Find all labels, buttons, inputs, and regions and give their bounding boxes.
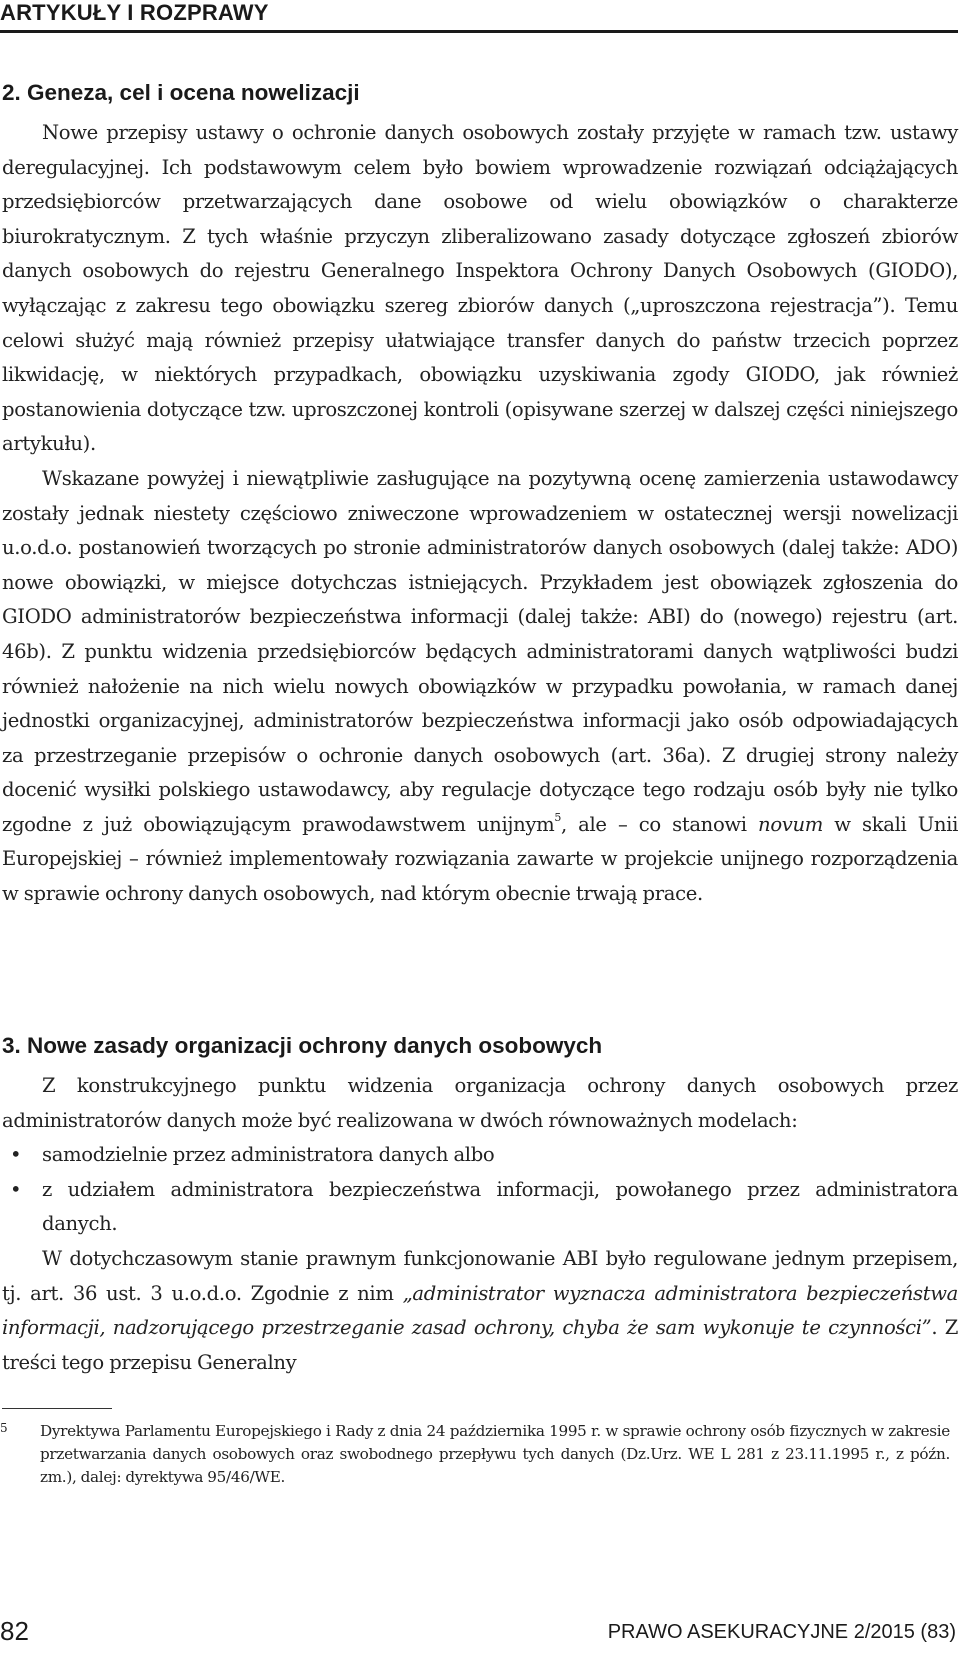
footnote-reference: 5 (554, 811, 561, 825)
paragraph-text: Wskazane powyżej i niewątpliwie zasługujące na pozytywną ocenę zamierzenia ustawodawcy zostały jednak niestety częściowo zniweczone wprowadzeniem w ostatecznej wersji nowelizacji u.o.d.o. postanowień tworzących po stronie administratorów danych osobowych (dalej także: ADO) nowe obowiązki, w miejsce dotychczas istniejących. Przykładem jest obowiązek zgłoszenia do GIODO administratorów bezpieczeństwa informacji (dalej także: ABI) do (nowego) rejestru (art. 46b). Z punktu widzenia przedsiębiorców będących administratorami danych wątpliwości budzi również nałożenie na nich wielu nowych obowiązków w przypadku powołania, w ramach danej jednostki organizacyjnej, administratorów bezpieczeństwa informacji jako osób odpowiadających za przestrzeganie przepisów o ochronie danych osobowych (art. 36a). Z drugiej strony należy docenić wysiłki polskiego ustawodawcy, aby regulacje dotyczące tego rodzaju osób były nie tylko zgodne z już obowiązującym prawodawstwem unijnym (2, 466, 958, 836)
paragraph-text: W dotychczasowym stanie prawnym funkcjonowanie ABI było regulowane jednym przepisem, tj. art. 36 ust. 3 u.o.d.o. Zgodnie z nim (2, 1246, 958, 1305)
paragraph: Nowe przepisy ustawy o ochronie danych osobowych zostały przyjęte w ramach tzw. ustawy deregulacyjnej. Ich podstawowym celem było bowiem wprowadzenie rozwiązań odciążających przedsiębiorców przetwarzających dane osobowe od wielu obowiązków o charakterze biurokratycznym. Z tych właśnie przyczyn zliberalizowano zasady dotyczące zgłoszeń zbiorów danych osobowych do rejestru Generalnego Inspektora Ochrony Danych Osobowych (GIODO), wyłączając z zakresu tego obowiązku szereg zbiorów danych („uproszczona rejestracja”). Temu celowi służyć mają również przepisy ułatwiające transfer danych do państw trzecich poprzez likwidację, w niektórych przypadkach, obowiązku uzyskiwania zgody GIODO, jak również postanowienia dotyczące tzw. uproszczonej kontroli (opisywane szerzej w dalszej części niniejszego artykułu). (2, 121, 958, 456)
paragraph (2, 462, 958, 912)
list-item (2, 1138, 958, 1173)
footnote-rule (2, 1408, 112, 1409)
bullet-icon: • (10, 1177, 22, 1201)
section-heading: 3. Nowe zasady organizacji ochrony danych osobowych (2, 1033, 603, 1058)
paragraph-text: w skali Unii Europejskiej – również implementowały rozwiązania zawarte w projekcie unijnego rozporządzenia w sprawie ochrony danych osobowych, nad którym obecnie trwają prace. (2, 812, 958, 906)
bullet-list (2, 1138, 958, 1242)
list-item-text: z udziałem administratora bezpieczeństwa informacji, powołanego przez administratora danych. (42, 1177, 958, 1236)
page-number: 82 (0, 1616, 29, 1646)
paragraph-text: . Z treści tego przepisu Generalny (2, 1316, 958, 1374)
list-item (2, 1173, 958, 1242)
header-rule (0, 30, 958, 33)
paragraph: Z konstrukcyjnego punktu widzenia organizacja ochrony danych osobowych przez administratorów danych może być realizowana w dwóch równoważnych modelach: (2, 1074, 958, 1132)
section-body (2, 116, 958, 912)
footnote-text: Dyrektywa Parlamentu Europejskiego i Rady z dnia 24 października 1995 r. w sprawie ochrony osób fizycznych w zakresie przetwarzania danych osobowych oraz swobodnego przepływu tych danych (Dz.Urz. WE L 281 z 23.11.1995 r., z późn. zm.), dalej: dyrektywa 95/46/WE. (40, 1422, 950, 1486)
journal-title: PRAWO ASEKURACYJNE 2/2015 (83) (607, 1621, 956, 1643)
footnote-number: 5 (0, 1421, 8, 1435)
bullet-icon: • (10, 1143, 22, 1167)
paragraph-text: , ale – co stanowi (560, 812, 759, 836)
section-heading: 2. Geneza, cel i ocena nowelizacji (2, 80, 360, 105)
paragraph (2, 1242, 958, 1380)
quotation: „administrator wyznacza administratora bezpieczeństwa informacji, nadzorującego przestrzeganie zasad ochrony, chyba że sam wykonuje te czynności” (2, 1281, 958, 1340)
italic-term: novum (758, 812, 823, 836)
running-header: ARTYKUŁY I ROZPRAWY (0, 0, 269, 25)
section-body (2, 1069, 958, 1380)
list-item-text: samodzielnie przez administratora danych albo (42, 1143, 495, 1167)
footnote (0, 1420, 950, 1489)
